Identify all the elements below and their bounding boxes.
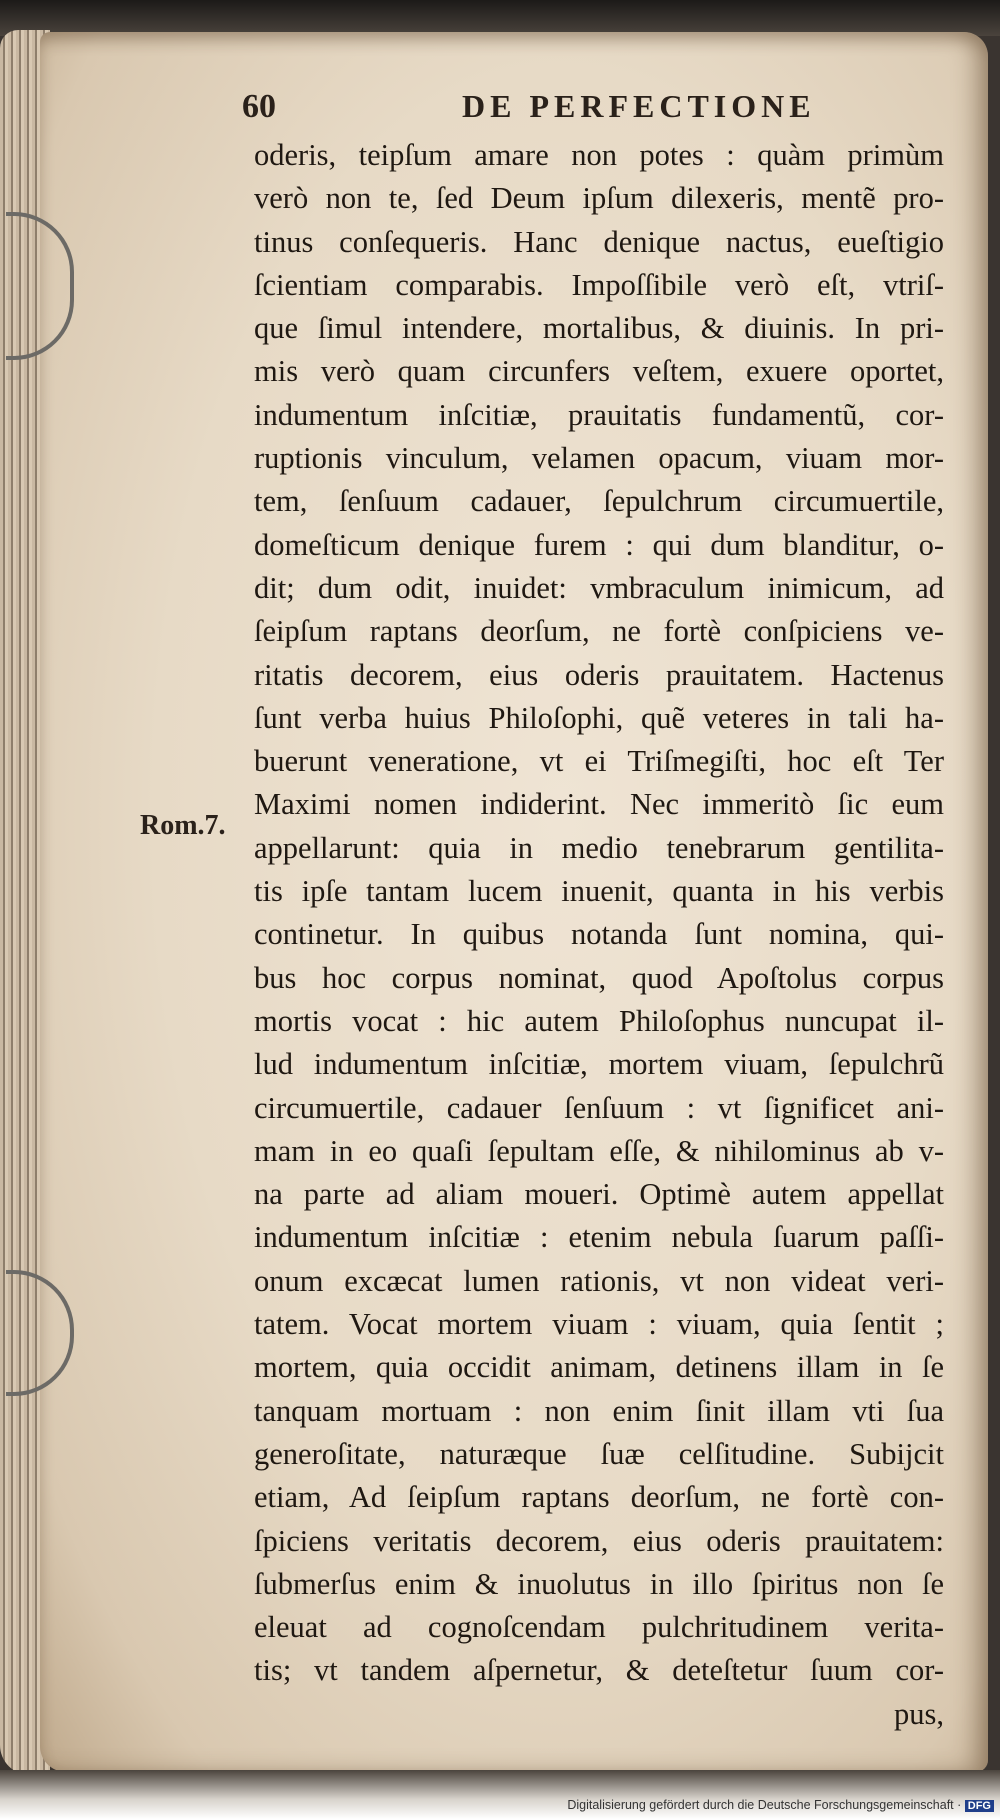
text-line: tatem. Vocat mortem viuam : viuam, quia ſentit ;: [254, 1307, 944, 1342]
bleed-through-text: [150, 548, 157, 578]
text-line: mortem, quia occidit animam, detinens illam in ſe: [254, 1350, 944, 1385]
credit-text: Digitalisierung gefördert durch die Deutsche Forschungsgemeinschaft ·: [567, 1798, 962, 1812]
text-line: bus hoc corpus nominat, quod Apoſtolus corpus: [254, 960, 944, 995]
text-line: indumentum inſcitiæ : etenim nebula ſuarum paſſi-: [254, 1220, 944, 1255]
text-line: tis; vt tandem aſpernetur, & deteſtetur ſuum cor-: [254, 1653, 944, 1688]
text-line: mis verò quam circunfers veſtem, exuere oportet,: [254, 354, 944, 389]
text-line: buerunt veneratione, vt ei Triſmegiſti, hoc eſt Ter: [254, 744, 944, 779]
text-line: tis ipſe tantam lucem inuenit, quanta in his verbis: [254, 874, 944, 909]
dfg-logo: DFG: [965, 1800, 994, 1812]
text-line: Maximi nomen indiderint. Nec immeritò ſic eum: [254, 787, 944, 822]
running-title: DE PERFECTIONE: [462, 88, 816, 124]
text-line: ſunt verba huius Philoſophi, quẽ veteres in tali ha-: [254, 700, 944, 735]
catchword: pus,: [894, 1696, 944, 1731]
text-line: indumentum inſcitiæ, prauitatis fundamentũ, cor-: [254, 397, 944, 432]
text-line: ſubmerſus enim & inuolutus in illo ſpiritus non ſe: [254, 1566, 944, 1601]
text-line: continetur. In quibus notanda ſunt nomina, qui-: [254, 917, 944, 952]
text-line: circumuertile, cadauer ſenſuum : vt ſignificet ani-: [254, 1090, 944, 1125]
text-line: mam in eo quaſi ſepultam eſſe, & nihilominus ab v-: [254, 1133, 944, 1168]
text-line: ritatis decorem, eius oderis prauitatem. Hactenus: [254, 657, 944, 692]
text-line: ruptionis vinculum, velamen opacum, viuam mor-: [254, 441, 944, 476]
text-line: verò non te, ſed Deum ipſum dilexeris, mentẽ pro-: [254, 181, 944, 216]
text-line: mortis vocat : hic autem Philoſophus nuncupat il-: [254, 1003, 944, 1038]
digitization-credit: [567, 1798, 994, 1812]
text-line: appellarunt: quia in medio tenebrarum gentilita-: [254, 830, 944, 865]
text-line: ſcientiam comparabis. Impoſſibile verò eſt, vtriſ-: [254, 267, 944, 302]
text-line: oderis, teipſum amare non potes : quàm primùm: [254, 138, 944, 172]
text-line: generoſitate, naturæque ſuæ celſitudine. Subijcit: [254, 1436, 944, 1471]
text-line: ſeipſum raptans deorſum, ne fortè conſpiciens ve-: [254, 614, 944, 649]
text-line: lud indumentum inſcitiæ, mortem viuam, ſepulchrũ: [254, 1047, 944, 1082]
text-line: que ſimul intendere, mortalibus, & diuinis. In pri-: [254, 311, 944, 346]
body-text: [254, 134, 944, 1736]
marginal-note: Rom.7.: [140, 810, 226, 841]
text-line: na parte ad aliam moueri. Optimè autem appellat: [254, 1177, 944, 1212]
scan-top-border: [0, 0, 1000, 36]
text-line: eleuat ad cognoſcendam pulchritudinem verita-: [254, 1610, 944, 1645]
text-line: ſpiciens veritatis decorem, eius oderis prauitatem:: [254, 1523, 944, 1558]
text-line: etiam, Ad ſeipſum raptans deorſum, ne fortè con-: [254, 1480, 944, 1515]
page-number: 60: [242, 88, 276, 125]
text-line: dit; dum odit, inuidet: vmbraculum inimicum, ad: [254, 570, 944, 605]
text-line: onum excæcat lumen rationis, vt non videat veri-: [254, 1263, 944, 1298]
text-line: domeſticum denique furem : qui dum blanditur, o-: [254, 527, 944, 562]
text-line: tinus conſequeris. Hanc denique nactus, eueſtigio: [254, 224, 944, 259]
page-header: [0, 88, 1000, 138]
text-line: tanquam mortuam : non enim ſinit illam vti ſua: [254, 1393, 944, 1428]
text-line: tem, ſenſuum cadauer, ſepulchrum circumuertile,: [254, 484, 944, 519]
